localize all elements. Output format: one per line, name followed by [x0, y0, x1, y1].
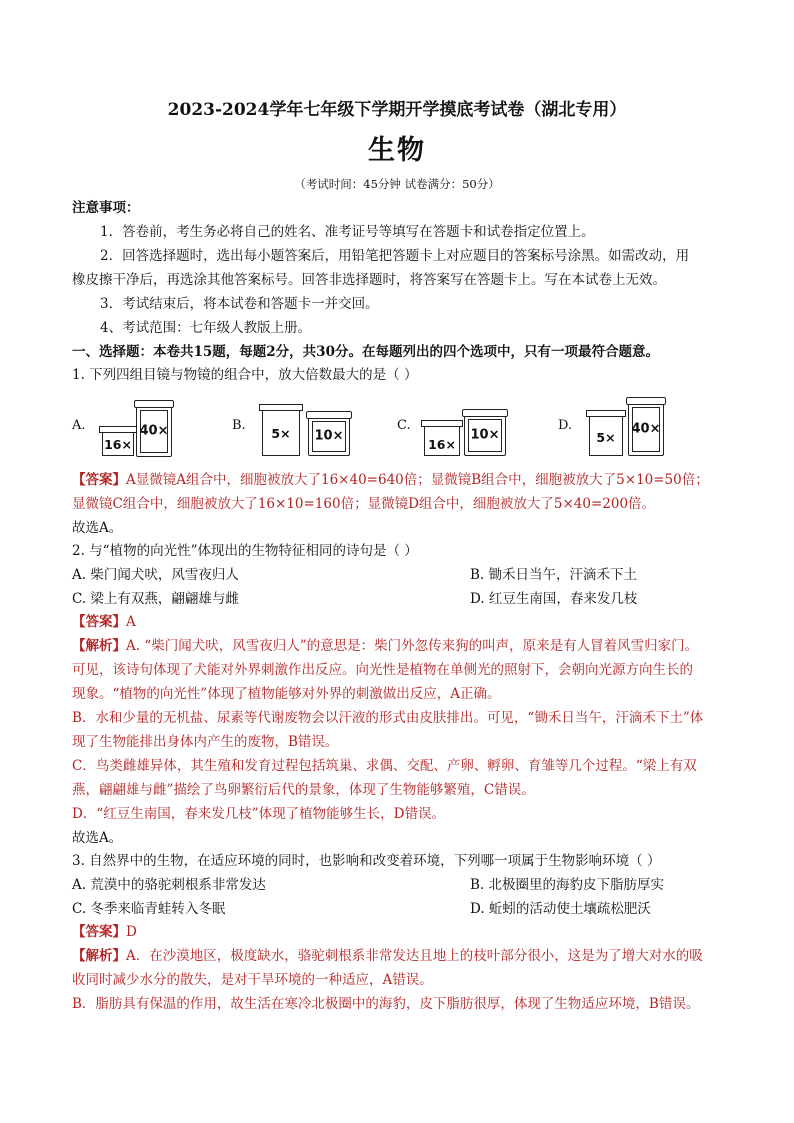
- note-item: 3．考试结束后，将本试卷和答题卡一并交回。: [100, 296, 379, 312]
- option-row: [72, 589, 724, 609]
- option-a-letter: A.: [72, 418, 86, 433]
- question-2-stem: 2. 与“植物的向光性”体现出的生物特征相同的诗句是（ ）: [72, 543, 418, 559]
- analysis-text: C．鸟类雌雄异体，其生殖和发育过程包括筑巢、求偶、交配、产卵、孵卵、育雏等几个过程。“梁上有双: [72, 758, 697, 774]
- eyepiece-icon: 16×: [424, 424, 460, 456]
- analysis-text: 现了生物能排出身体内产生的废物，B错误。: [72, 734, 339, 750]
- conclusion: 故选A。: [72, 520, 123, 536]
- note-item: 2．回答选择题时，选出每小题答案后，用铅笔把答题卡上对应题目的答案标号涂黑。如需改动，用: [100, 248, 690, 264]
- note-item: 1．答卷前，考生务必将自己的姓名、准考证号等填写在答题卡和试卷指定位置上。: [100, 224, 595, 240]
- question-3-answer: [72, 922, 724, 942]
- option-c: C. 梁上有双燕，翩翩雄与雌: [72, 591, 239, 607]
- option-c: C. 冬季来临青蛙转入冬眠: [72, 901, 226, 917]
- exam-title: 2023-2024学年七年级下学期开学摸底考试卷（湖北专用）: [167, 100, 627, 120]
- objective-lens-icon: 10×: [308, 416, 350, 456]
- option-row: [72, 565, 724, 585]
- answer-letter: A: [126, 614, 136, 630]
- option-row: [72, 875, 724, 895]
- question-1-answer: [72, 470, 724, 490]
- eyepiece-icon: 5×: [262, 408, 300, 456]
- objective-lens-icon: 10×: [464, 414, 506, 456]
- question-1-stem: 1. 下列四组目镜与物镜的组合中，放大倍数最大的是（ ）: [72, 367, 418, 383]
- option-b-letter: B.: [232, 418, 246, 433]
- answer-tag: 【答案】: [72, 924, 126, 940]
- option-d: D. 红豆生南国，春来发几枝: [470, 591, 638, 607]
- analysis-text: B．脂肪具有保温的作用，故生活在寒冷北极圈中的海豹，皮下脂肪很厚，体现了生物适应环境，B错误。: [72, 996, 700, 1012]
- analysis-text: B．水和少量的无机盐、尿素等代谢废物会以汗液的形式由皮肤排出。可见，“锄禾日当午，汗滴禾下土”体: [72, 710, 704, 726]
- eyepiece-icon: 16×: [102, 430, 134, 456]
- answer-tag: 【答案】: [72, 472, 126, 488]
- option-b: B. 北极圈里的海豹皮下脂肪厚实: [470, 877, 665, 893]
- eyepiece-icon: 5×: [589, 414, 623, 456]
- objective-lens-icon: 40×: [136, 405, 172, 457]
- question-3-stem: 3. 自然界中的生物，在适应环境的同时，也影响和改变着环境，下列哪一项属于生物影响环境（ ）: [72, 853, 661, 869]
- analysis-text: 可见，该诗句体现了犬能对外界刺激作出反应。向光性是植物在单侧光的照射下，会朝向光源方向生长的: [72, 662, 693, 678]
- exam-info: （考试时间：45分钟 试卷满分：50分）: [294, 177, 500, 191]
- section-heading: 一、选择题：本卷共15题，每题2分，共30分。在每题列出的四个选项中，只有一项最符合题意。: [72, 344, 659, 360]
- answer-text: 显微镜C组合中，细胞被放大了16×10=160倍；显微镜D组合中，细胞被放大了5×40=200倍。: [72, 496, 656, 512]
- analysis-text: A. “柴门闻犬吠，风雪夜归人”的意思是：柴门外忽传来狗的叫声，原来是有人冒着风雪归家门。: [126, 638, 699, 654]
- subject-title: 生物: [368, 135, 426, 166]
- analysis-tag: 【解析】: [72, 948, 126, 964]
- analysis-text: A．在沙漠地区，极度缺水，骆驼刺根系非常发达且地上的枝叶部分很小，这是为了增大对水的吸: [126, 948, 703, 964]
- note-item: 橡皮擦干净后，再选涂其他答案标号。回答非选择题时，将答案写在答题卡上。写在本试卷上无效。: [72, 272, 666, 288]
- analysis-text: 现象。“植物的向光性”体现了植物能够对外界的刺激做出反应，A正确。: [72, 686, 501, 702]
- objective-lens-icon: 40×: [628, 402, 664, 456]
- question-2-analysis: [72, 636, 724, 656]
- conclusion: 故选A。: [72, 830, 123, 846]
- analysis-tag: 【解析】: [72, 638, 126, 654]
- question-2-answer: [72, 612, 724, 632]
- option-c-letter: C.: [397, 418, 411, 433]
- answer-letter: D: [126, 924, 137, 940]
- option-row: [72, 899, 724, 919]
- analysis-text: 收同时减少水分的散失，是对干旱环境的一种适应，A错误。: [72, 972, 433, 988]
- question-3-analysis: [72, 946, 724, 966]
- analysis-text: D．“红豆生南国，春来发几枝”体现了植物能够生长，D错误。: [72, 806, 445, 822]
- note-item: 4、考试范围：七年级人教版上册。: [100, 320, 312, 336]
- option-b: B. 锄禾日当午，汗滴禾下土: [470, 567, 638, 583]
- notes-heading: 注意事项：: [72, 200, 140, 216]
- analysis-text: 燕，翩翩雄与雌”描绘了鸟卵繁衍后代的景象，体现了生物能够繁殖，C错误。: [72, 782, 535, 798]
- option-d-letter: D.: [558, 418, 573, 433]
- option-d: D. 蚯蚓的活动使土壤疏松肥沃: [470, 901, 651, 917]
- option-a: A. 荒漠中的骆驼刺根系非常发达: [72, 877, 266, 893]
- answer-tag: 【答案】: [72, 614, 126, 630]
- answer-text: A显微镜A组合中，细胞被放大了16×40=640倍；显微镜B组合中，细胞被放大了5×10=50倍；: [126, 472, 709, 488]
- option-a: A. 柴门闻犬吠，风雪夜归人: [72, 567, 239, 583]
